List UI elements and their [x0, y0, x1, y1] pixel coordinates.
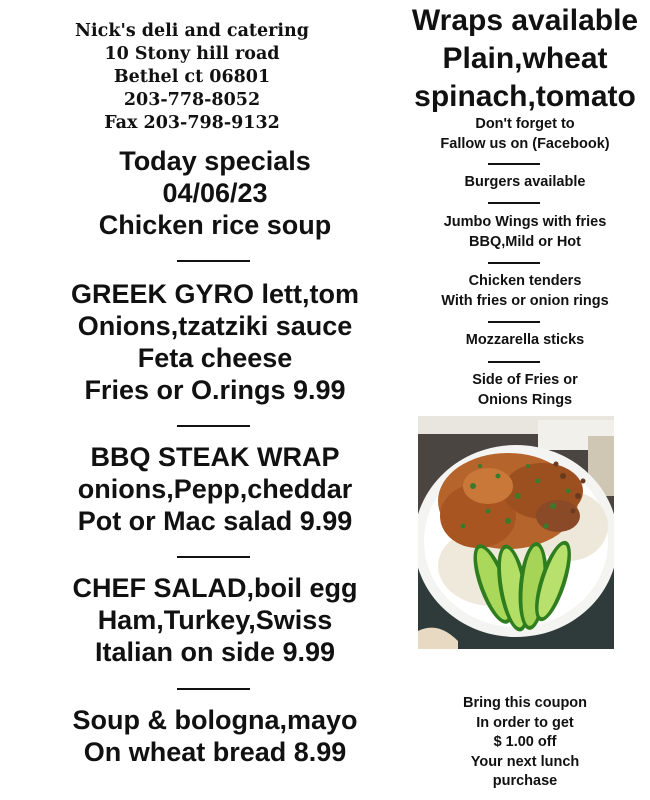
- city-state-zip: Bethel ct 06801: [113, 67, 271, 87]
- coupon-line: purchase: [492, 773, 558, 789]
- special-line: Soup & bologna,mayo: [72, 705, 358, 735]
- special-line: CHEF SALAD,boil egg: [72, 573, 358, 603]
- facebook-line: Fallow us on (Facebook): [440, 135, 610, 152]
- special-line: GREEK GYRO lett,tom: [70, 279, 360, 309]
- coupon-line: In order to get: [476, 714, 574, 731]
- coupon-line: Your next lunch: [470, 753, 580, 770]
- special-line: On wheat bread 8.99: [83, 737, 347, 767]
- wraps-line: Wraps available: [411, 4, 639, 37]
- divider: [488, 321, 540, 323]
- facebook-line: Don't forget to: [475, 116, 575, 132]
- coupon-discount: $ 1.00 off: [493, 734, 557, 750]
- divider: [488, 202, 540, 204]
- note-chicken-tenders: [385, 272, 650, 311]
- special-line: Ham,Turkey,Swiss: [97, 605, 333, 635]
- special-line: Fries or O.rings 9.99: [84, 375, 346, 405]
- coupon-line: Bring this coupon: [462, 695, 588, 711]
- street-address: 10 Stony hill road: [104, 44, 280, 64]
- food-photo: [418, 416, 614, 649]
- special-item-bbq-steak-wrap: [40, 441, 390, 537]
- note-line: Mozzarella sticks: [465, 332, 585, 348]
- divider: [177, 260, 250, 262]
- note-jumbo-wings: [385, 213, 650, 252]
- divider: [177, 425, 250, 427]
- special-line: onions,Pepp,cheddar: [77, 474, 353, 504]
- food-photo-illustration: [418, 416, 614, 649]
- special-line: Feta cheese: [137, 343, 293, 373]
- divider: [177, 556, 250, 558]
- facebook-notice: [385, 115, 650, 154]
- fax-number: Fax 203-798-9132: [104, 113, 280, 133]
- note-line: Burgers available: [464, 174, 586, 190]
- divider: [488, 163, 540, 165]
- divider: [488, 262, 540, 264]
- special-line: Onions,tzatziki sauce: [77, 311, 353, 341]
- note-mozzarella-sticks: [385, 331, 650, 351]
- soup-of-the-day: Chicken rice soup: [98, 210, 332, 240]
- special-item-chef-salad: [40, 572, 390, 668]
- special-item-gyro: [40, 278, 390, 406]
- specials-title: Today specials: [119, 146, 311, 176]
- specials-title-block: [40, 145, 390, 241]
- divider: [488, 361, 540, 363]
- note-line: Side of Fries or: [472, 372, 578, 388]
- note-line: With fries or onion rings: [441, 292, 609, 309]
- deli-address-block: [64, 20, 320, 135]
- wraps-available-block: [385, 2, 650, 116]
- special-item-soup-bologna: [40, 704, 390, 768]
- note-line: Onions Rings: [477, 391, 573, 408]
- phone-number: 203-778-8052: [123, 90, 261, 110]
- special-line: Italian on side 9.99: [94, 637, 336, 667]
- deli-name: Nick's deli and catering: [75, 21, 309, 41]
- coupon-block: [385, 694, 650, 792]
- special-line: Pot or Mac salad 9.99: [77, 506, 353, 536]
- note-burgers: [385, 173, 650, 193]
- note-line: BBQ,Mild or Hot: [469, 233, 581, 250]
- wraps-line: spinach,tomato: [414, 80, 636, 113]
- note-line: Chicken tenders: [468, 273, 582, 289]
- note-side-of-fries: [385, 371, 650, 410]
- specials-date: 04/06/23: [162, 178, 268, 208]
- special-line: BBQ STEAK WRAP: [90, 442, 340, 472]
- wraps-line: Plain,wheat: [442, 42, 608, 75]
- divider: [177, 688, 250, 690]
- note-line: Jumbo Wings with fries: [443, 214, 607, 230]
